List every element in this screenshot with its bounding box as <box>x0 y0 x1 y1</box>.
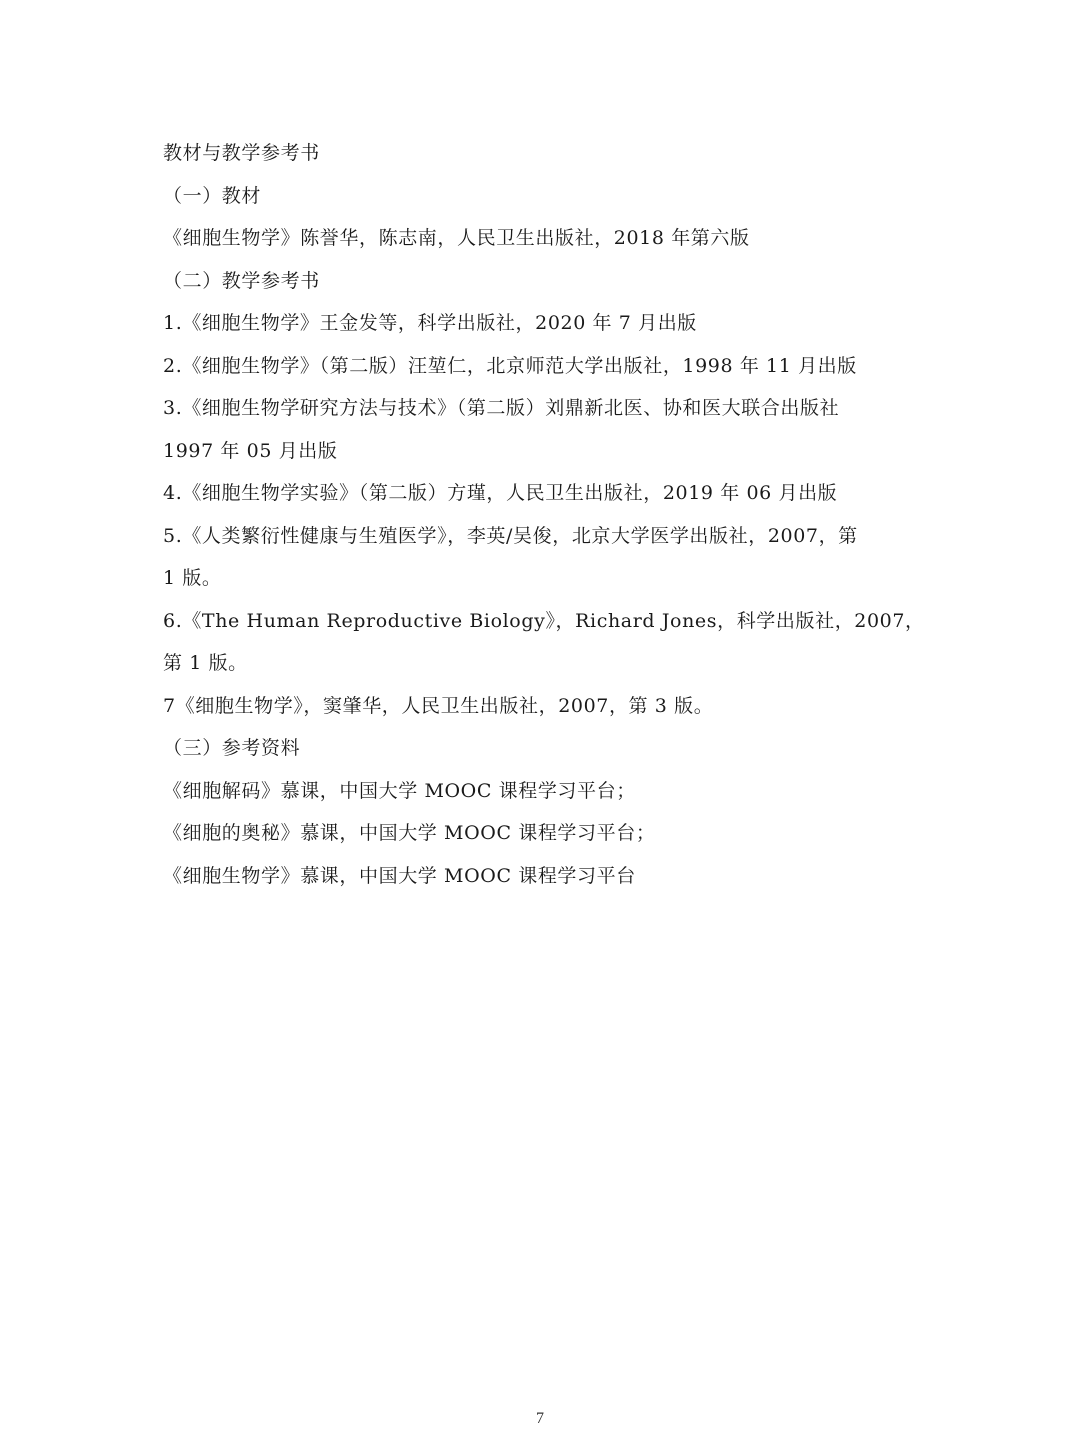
section-heading: 教材与教学参考书 <box>163 142 320 164</box>
reference-entry-continuation: 1997 年 05 月出版 <box>163 439 338 462</box>
subsection-heading: （三）参考资料 <box>163 737 301 759</box>
subsection-heading: （一）教材 <box>163 184 262 207</box>
resource-entry: 《细胞解码》慕课，中国大学 MOOC 课程学习平台； <box>163 779 636 802</box>
textbook-entry: 《细胞生物学》陈誉华，陈志南，人民卫生出版社，2018 年第六版 <box>163 227 750 249</box>
reference-entry: 3.《细胞生物学研究方法与技术》（第二版）刘鼎新北医、协和医大联合出版社 <box>163 397 840 419</box>
reference-entry: 2.《细胞生物学》（第二版）汪堃仁，北京师范大学出版社，1998 年 11 月出版 <box>163 354 857 377</box>
reference-entry: 4.《细胞生物学实验》（第二版）方瑾，人民卫生出版社，2019 年 06 月出版 <box>163 482 838 504</box>
reference-entry: 7《细胞生物学》，窦肇华，人民卫生出版社，2007，第 3 版。 <box>163 694 714 717</box>
reference-entry-continuation: 第 1 版。 <box>163 652 248 674</box>
page-number: 7 <box>536 1410 544 1427</box>
reference-entry: 5.《人类繁衍性健康与生殖医学》，李英/吴俊，北京大学医学出版社，2007，第 <box>163 524 858 547</box>
resource-entry: 《细胞的奥秘》慕课，中国大学 MOOC 课程学习平台； <box>163 822 656 844</box>
subsection-heading: （二）教学参考书 <box>163 269 320 292</box>
reference-entry: 1.《细胞生物学》王金发等，科学出版社，2020 年 7 月出版 <box>163 312 697 334</box>
reference-entry-continuation: 1 版。 <box>163 567 222 589</box>
resource-entry: 《细胞生物学》慕课，中国大学 MOOC 课程学习平台 <box>163 864 636 887</box>
document-body <box>163 132 933 897</box>
reference-entry: 6.《The Human Reproductive Biology》，Richard Jones，科学出版社，2007， <box>163 609 925 632</box>
